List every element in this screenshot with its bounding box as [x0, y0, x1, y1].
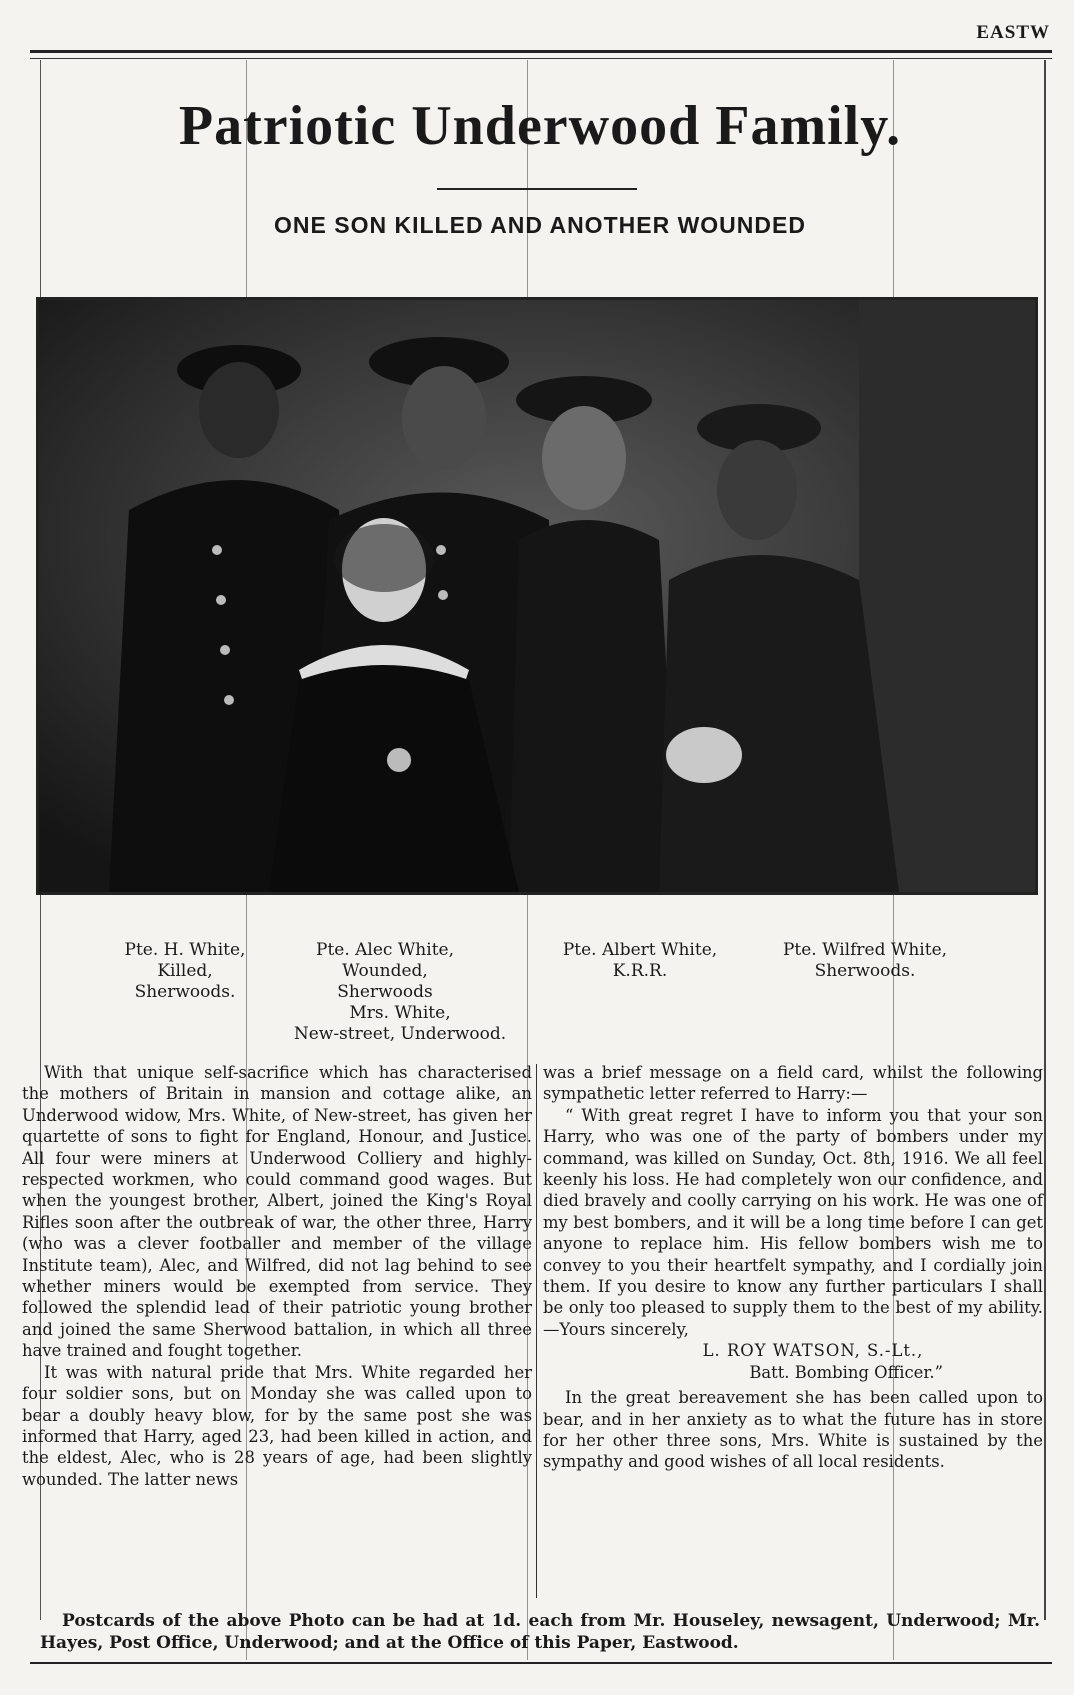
headline-rule — [437, 188, 637, 190]
caption-albert-white — [540, 940, 740, 982]
caption-line: Sherwoods. — [134, 982, 236, 1002]
article-column-right — [543, 1062, 1043, 1473]
letter-signature-name: L. ROY WATSON, S.-Lt., — [702, 1341, 924, 1361]
caption-line: Pte. H. White, — [124, 940, 246, 960]
headline: Patriotic Underwood Family. — [178, 95, 902, 157]
caption-line: Killed, — [157, 961, 213, 981]
caption-line: Sherwoods. — [814, 961, 916, 981]
subheadline: ONE SON KILLED AND ANOTHER WOUNDED — [274, 212, 806, 238]
caption-line: Sherwoods — [337, 982, 433, 1002]
article-column-left — [22, 1062, 532, 1490]
caption-line: Wounded, — [342, 961, 428, 981]
top-rule — [30, 50, 1052, 53]
caption-mrs-white — [270, 1003, 530, 1045]
caption-line: K.R.R. — [612, 961, 668, 981]
frame-right-line — [1044, 60, 1046, 1620]
family-photo-image — [36, 297, 1038, 895]
letter-paragraph: “ With great regret I have to inform you that your son Harry, who was one of the party of bombers under my command, was killed on Sunday, Oct. 8th, 1916. We all feel keenly his loss. He had completely won our confidence, and died bravely and coolly carrying on his work. He was one of my best bombers, and it will be a long time before I can get anyone to replace him. His fellow bombers wish me to convey to you their heartfelt sympathy, and I cordially join them. If you desire to know any further particulars I shall be only too pleased to supply them to the best of my ability.—Yours sincerely, — [543, 1105, 1043, 1339]
caption-alec-white — [300, 940, 470, 1003]
caption-wilfred-white — [760, 940, 970, 982]
caption-line: Mrs. White, — [349, 1003, 451, 1023]
article-paragraph: was a brief message on a field card, whilst the following sympathetic letter referred to Harry:— — [543, 1063, 1043, 1104]
masthead-fragment: EASTW — [976, 22, 1050, 43]
article-paragraph: In the great bereavement she has been called upon to bear, and in her anxiety as to what the future has in store for her other three sons, Mrs. White is sustained by the sympathy and good wishes of all local residents. — [543, 1388, 1043, 1472]
postcard-notice — [40, 1610, 1040, 1654]
caption-h-white — [100, 940, 270, 1003]
caption-line: Pte. Wilfred White, — [782, 940, 948, 960]
caption-line: Pte. Alec White, — [316, 940, 454, 960]
footer-text: Postcards of the above Photo can be had at 1d. each from Mr. Houseley, newsagent, Underwood; Mr. Hayes, Post Office, Underwood; and at the Office of this Paper, Eastwood. — [40, 1611, 1040, 1653]
family-photo-illustration — [39, 300, 1035, 892]
caption-line: Pte. Albert White, — [562, 940, 718, 960]
article-paragraph: It was with natural pride that Mrs. White regarded her four soldier sons, but on Monday she was called upon to bear a doubly heavy blow, for by the same post she was informed that Harry, aged 23, had been killed in action, and the eldest, Alec, who is 28 years of age, had been slightly wounded. The latter news — [22, 1362, 532, 1489]
bottom-rule — [30, 1662, 1052, 1664]
top-rule-thin — [30, 58, 1052, 59]
column-divider — [536, 1064, 537, 1598]
caption-line: New-street, Underwood. — [293, 1024, 507, 1044]
letter-signature-title: Batt. Bombing Officer.” — [749, 1362, 943, 1382]
article-paragraph: With that unique self-sacrifice which has characterised the mothers of Britain in mansion and cottage alike, an Underwood widow, Mrs. White, of New-street, has given her quartette of sons to fight for England, Honour, and Justice. All four were miners at Underwood Colliery and highly-respected workmen, who could command good wages. But when the youngest brother, Albert, joined the King's Royal Rifles soon after the outbreak of war, the other three, Harry (who was a clever footballer and member of the village Institute team), Alec, and Wilfred, did not lag behind to see whether miners would be exempted from service. They followed the splendid lead of their patriotic young brother and joined the same Sherwood battalion, in which all three have trained and fought together. — [22, 1063, 532, 1361]
